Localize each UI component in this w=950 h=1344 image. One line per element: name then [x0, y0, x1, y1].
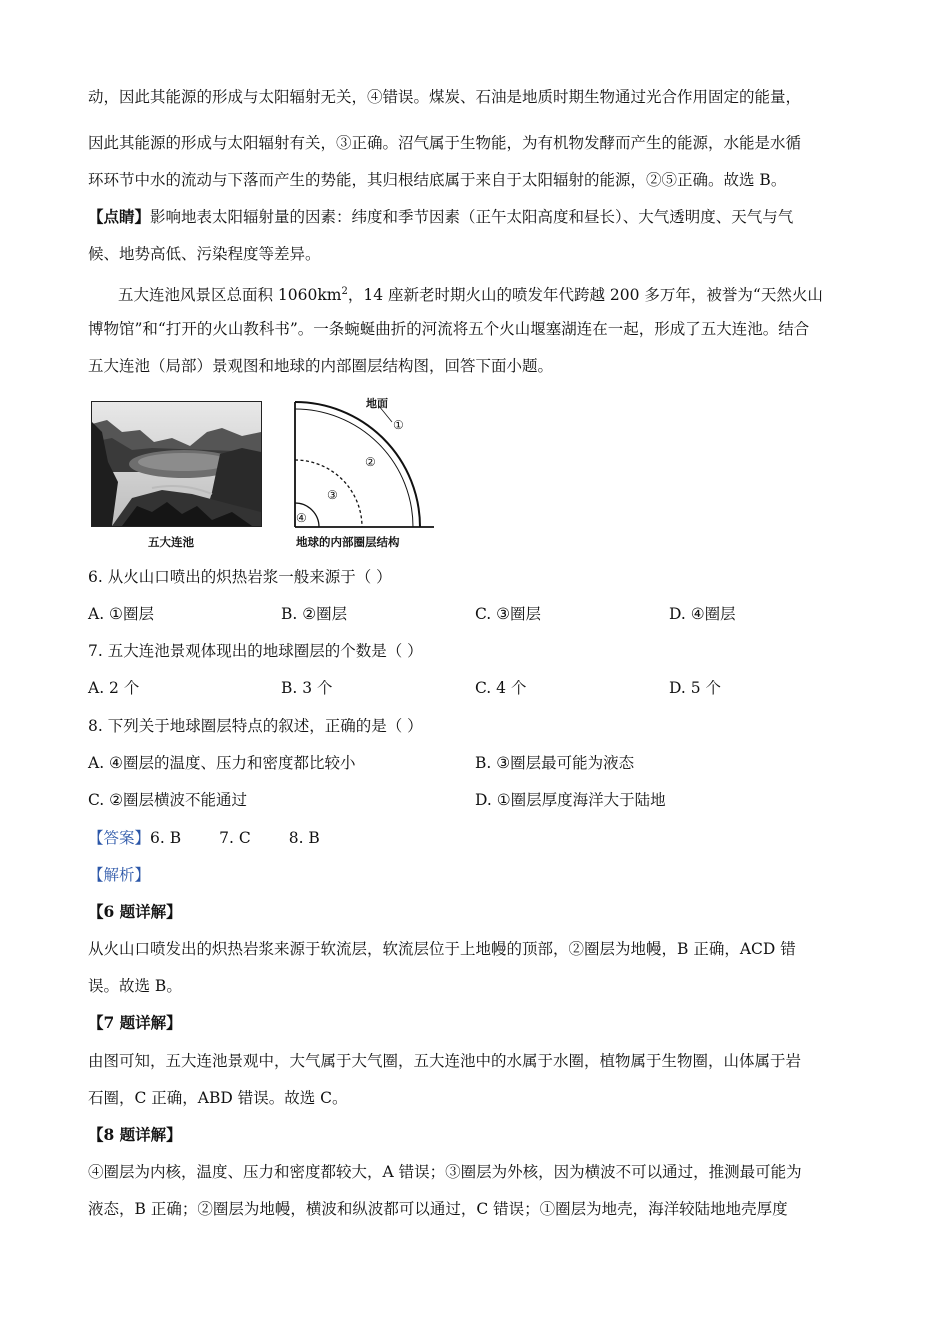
detail-6-line: 误。故选 B。 [88, 977, 182, 995]
surface-label: 地面 [366, 397, 388, 410]
layer-label-2: ② [365, 455, 376, 469]
question-stem: 8. 下列关于地球圈层特点的叙述，正确的是（ ） [88, 717, 423, 735]
detail-7-line: 由图可知，五大连池景观中，大气属于大气圈，五大连池中的水属于水圈，植物属于生物圈，山体属于岩 [88, 1052, 802, 1070]
option-a: A. ①圈层 [88, 605, 154, 623]
answer-7: 7. C [219, 829, 251, 847]
tip-tag: 【点睛】 [88, 207, 151, 226]
layer-label-3: ③ [327, 488, 338, 502]
layer-label-1: ① [393, 418, 404, 432]
question-stem: 6. 从火山口喷出的炽热岩浆一般来源于（ ） [88, 568, 392, 586]
tip-text: 影响地表太阳辐射量的因素：纬度和季节因素（正午太阳高度和昼长）、大气透明度、天气与气 [150, 208, 794, 226]
material-line: 博物馆”和“打开的火山教科书”。一条蜿蜒曲折的河流将五个火山堰塞湖连在一起，形成了五大连池。结合 [88, 320, 810, 338]
option-c: C. ②圈层横波不能通过 [88, 791, 248, 809]
option-a: A. 2 个 [88, 679, 140, 697]
photo-caption: 五大连池 [148, 535, 194, 549]
superscript: 2 [341, 286, 348, 297]
detail-8-tag: 【8 题详解】 [88, 1125, 182, 1144]
text-line: 环环节中水的流动与下落而产生的势能，其归根结底属于来自于太阳辐射的能源，②⑤正确。故选 B。 [88, 171, 787, 189]
answer-line [88, 827, 320, 849]
detail-7-tag: 【7 题详解】 [88, 1013, 182, 1032]
detail-8-line: 液态，B 正确；②圈层为地幔，横波和纵波都可以通过，C 错误；①圈层为地壳，海洋较陆地地壳厚度 [88, 1200, 788, 1218]
answer-6: 6. B [150, 829, 182, 847]
option-b: B. ②圈层 [281, 605, 348, 623]
text-line: 动，因此其能源的形成与太阳辐射无关，④错误。煤炭、石油是地质时期生物通过光合作用固定的能量， [88, 88, 802, 106]
option-d: D. ①圈层厚度海洋大于陆地 [475, 791, 666, 809]
answer-tag: 【答案】 [88, 829, 151, 847]
option-d: D. ④圈层 [669, 605, 736, 623]
detail-6-line: 从火山口喷发出的炽热岩浆来源于软流层，软流层位于上地幔的顶部，②圈层为地幔，B 正确，ACD 错 [88, 940, 796, 958]
material-text: 五大连池风景区总面积 1060km [118, 286, 342, 305]
material-text: ，14 座新老时期火山的喷发年代跨越 200 多万年，被誉为“天然火山 [347, 286, 823, 305]
landscape-image [92, 402, 261, 526]
text-line: 因此其能源的形成与太阳辐射有关，③正确。沼气属于生物能，为有机物发酵而产生的能源，水能是水循 [88, 134, 802, 152]
question-stem: 7. 五大连池景观体现出的地球圈层的个数是（ ） [88, 642, 423, 660]
diagram-caption: 地球的内部圈层结构 [296, 535, 400, 549]
text-line: 候、地势高低、污染程度等差异。 [88, 245, 321, 263]
option-d: D. 5 个 [669, 679, 722, 697]
option-b: B. 3 个 [281, 679, 333, 697]
material-line: 五大连池（局部）景观图和地球的内部圈层结构图，回答下面小题。 [88, 357, 554, 375]
material-line [118, 281, 823, 306]
landscape-photo [91, 401, 262, 527]
detail-7-line: 石圈，C 正确，ABD 错误。故选 C。 [88, 1089, 348, 1107]
option-a: A. ④圈层的温度、压力和密度都比较小 [88, 754, 356, 772]
answer-8: 8. B [288, 829, 320, 847]
detail-8-line: ④圈层为内核，温度、压力和密度都较大，A 错误；③圈层为外核，因为横波不可以通过，推测最可能为 [88, 1163, 802, 1181]
tip-line [88, 206, 793, 228]
option-b: B. ③圈层最可能为液态 [475, 754, 635, 772]
option-c: C. 4 个 [475, 679, 527, 697]
option-c: C. ③圈层 [475, 605, 542, 623]
analysis-tag: 【解析】 [88, 866, 151, 884]
layer-label-4: ④ [296, 511, 307, 525]
detail-6-tag: 【6 题详解】 [88, 902, 182, 921]
